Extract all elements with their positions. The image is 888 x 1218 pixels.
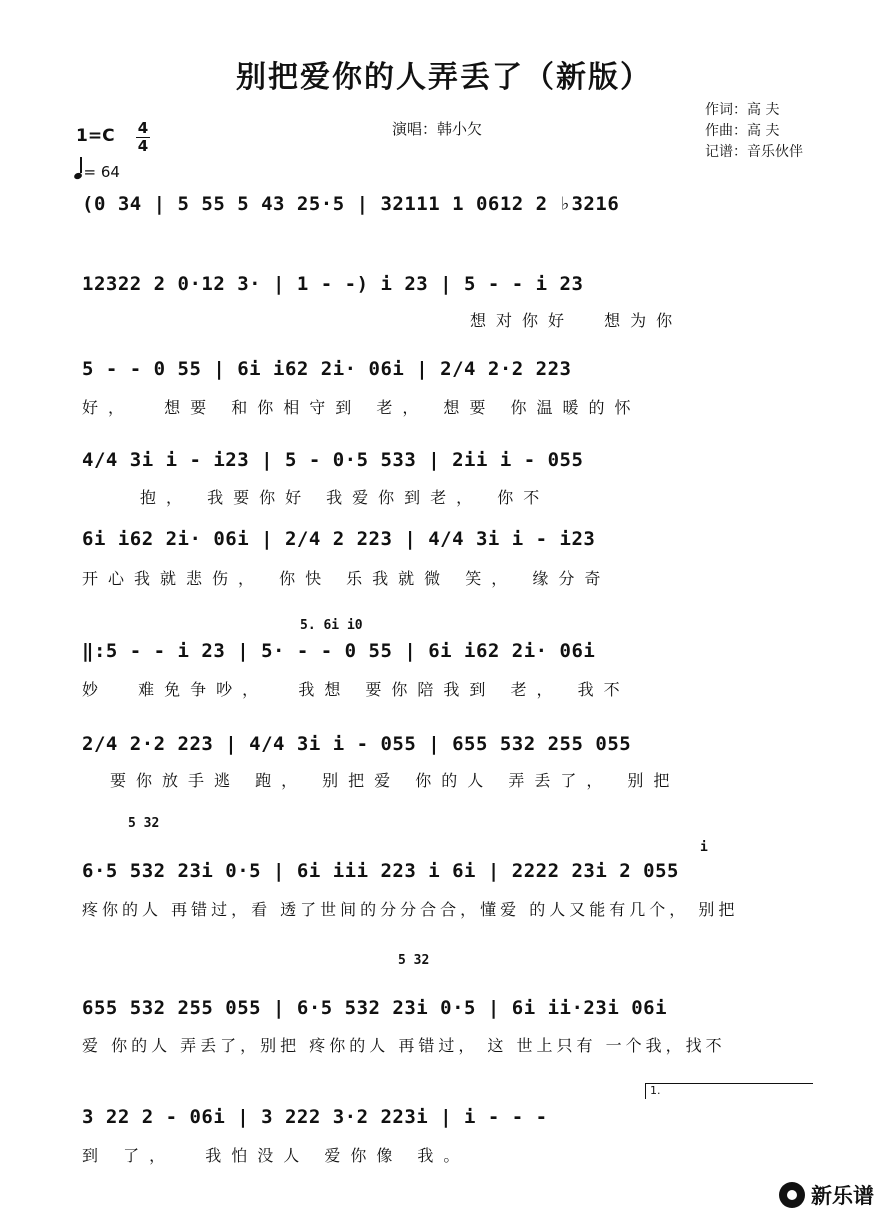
grace-notes-2: 5 32 xyxy=(398,953,430,968)
volta-label: 1. xyxy=(650,1084,661,1097)
tempo-marking xyxy=(74,161,120,181)
score-row-9-lyrics: 爱 你的人 弄丢了，别把 疼你的人 再错过， 这 世上只有 一个我，找不 xyxy=(82,1036,726,1055)
song-title: 别把爱你的人弄丢了（新版） xyxy=(236,60,652,95)
time-signature-top: 4 xyxy=(137,119,149,137)
score-row-7-lyrics: 要你放手逃 跑， 别把爱 你的人 弄丢了， 别把 xyxy=(110,771,680,790)
score-row-5-notes: 6i i62 2i· 06i | 2/4 2 223 | 4/4 3i i - i23 xyxy=(82,528,596,550)
singer-credit: 演唱：韩小欠 xyxy=(392,120,483,138)
grace-notes-3: i xyxy=(700,840,708,855)
score-row-10-lyrics: 到 了， 我怕没人 爱你像 我。 xyxy=(82,1146,470,1165)
score-row-8-lyrics: 疼你的人 再错过，看 透了世间的分分合合，懂爱 的人又能有几个， 别把 xyxy=(82,900,739,919)
credits xyxy=(705,100,803,163)
score-row-4-notes: 4/4 3i i - i23 | 5 - 0·5 533 | 2ii i - 055 xyxy=(82,449,584,471)
composer-credit: 作曲：高 夫 xyxy=(705,123,780,139)
score-row-3-notes: 5 - - 0 55 | 6i i62 2i· 06i | 2/4 2·2 223 xyxy=(82,358,572,380)
score-row-9-notes: 655 532 255 055 | 6·5 532 23i 0·5 | 6i ii·23i 06i xyxy=(82,997,668,1019)
score-row-6-lyrics: 妙 难免争吵， 我想 要你陪我到 老， 我不 xyxy=(82,680,630,699)
brand-watermark xyxy=(779,1180,874,1210)
record-disc-icon xyxy=(779,1182,805,1208)
volta-bracket xyxy=(645,1083,813,1099)
grace-notes-1: 5 32 xyxy=(128,816,160,831)
score-row-8-notes: 6·5 532 23i 0·5 | 6i iii 223 i 6i | 2222 23i 2 055 xyxy=(82,860,679,882)
score-row-1-notes: (0 34 | 5 55 5 43 25·5 | 32111 1 0612 2 ♭3216 xyxy=(82,193,620,215)
time-signature-bottom: 4 xyxy=(137,137,149,155)
score-row-3-lyrics: 好， 想要 和你相守到 老， 想要 你温暖的怀 xyxy=(82,398,641,417)
score-row-6-notes: ‖:5 - - i 23 | 5· - - 0 55 | 6i i62 2i· 06i xyxy=(82,640,596,662)
score-row-2-notes: 12322 2 0·12 3· | 1 - -) i 23 | 5 - - i 23 xyxy=(82,273,584,295)
score-row-7-notes: 2/4 2·2 223 | 4/4 3i i - 055 | 655 532 255 055 xyxy=(82,733,632,755)
score-row-10-notes: 3 22 2 - 06i | 3 222 3·2 223i | i - - - xyxy=(82,1106,548,1128)
quarter-note-icon xyxy=(73,172,83,180)
brand-name: 新乐谱 xyxy=(811,1184,874,1208)
score-row-5-lyrics: 开心我就悲伤， 你快 乐我就微 笑， 缘分奇 xyxy=(82,569,611,588)
score-row-2-lyrics: 想对你好 想为你 xyxy=(470,311,683,330)
transcriber-credit: 记谱：音乐伙伴 xyxy=(705,144,803,160)
score-row-4-lyrics: 抱， 我要你好 我爱你到老， 你不 xyxy=(140,488,550,507)
lyricist-credit: 作词：高 夫 xyxy=(705,102,780,118)
key-signature: 1=C xyxy=(76,126,115,146)
time-signature xyxy=(136,120,150,155)
volta-grace-notes: 5. 6i i0 xyxy=(300,618,363,633)
tempo-value: = 64 xyxy=(83,163,120,181)
